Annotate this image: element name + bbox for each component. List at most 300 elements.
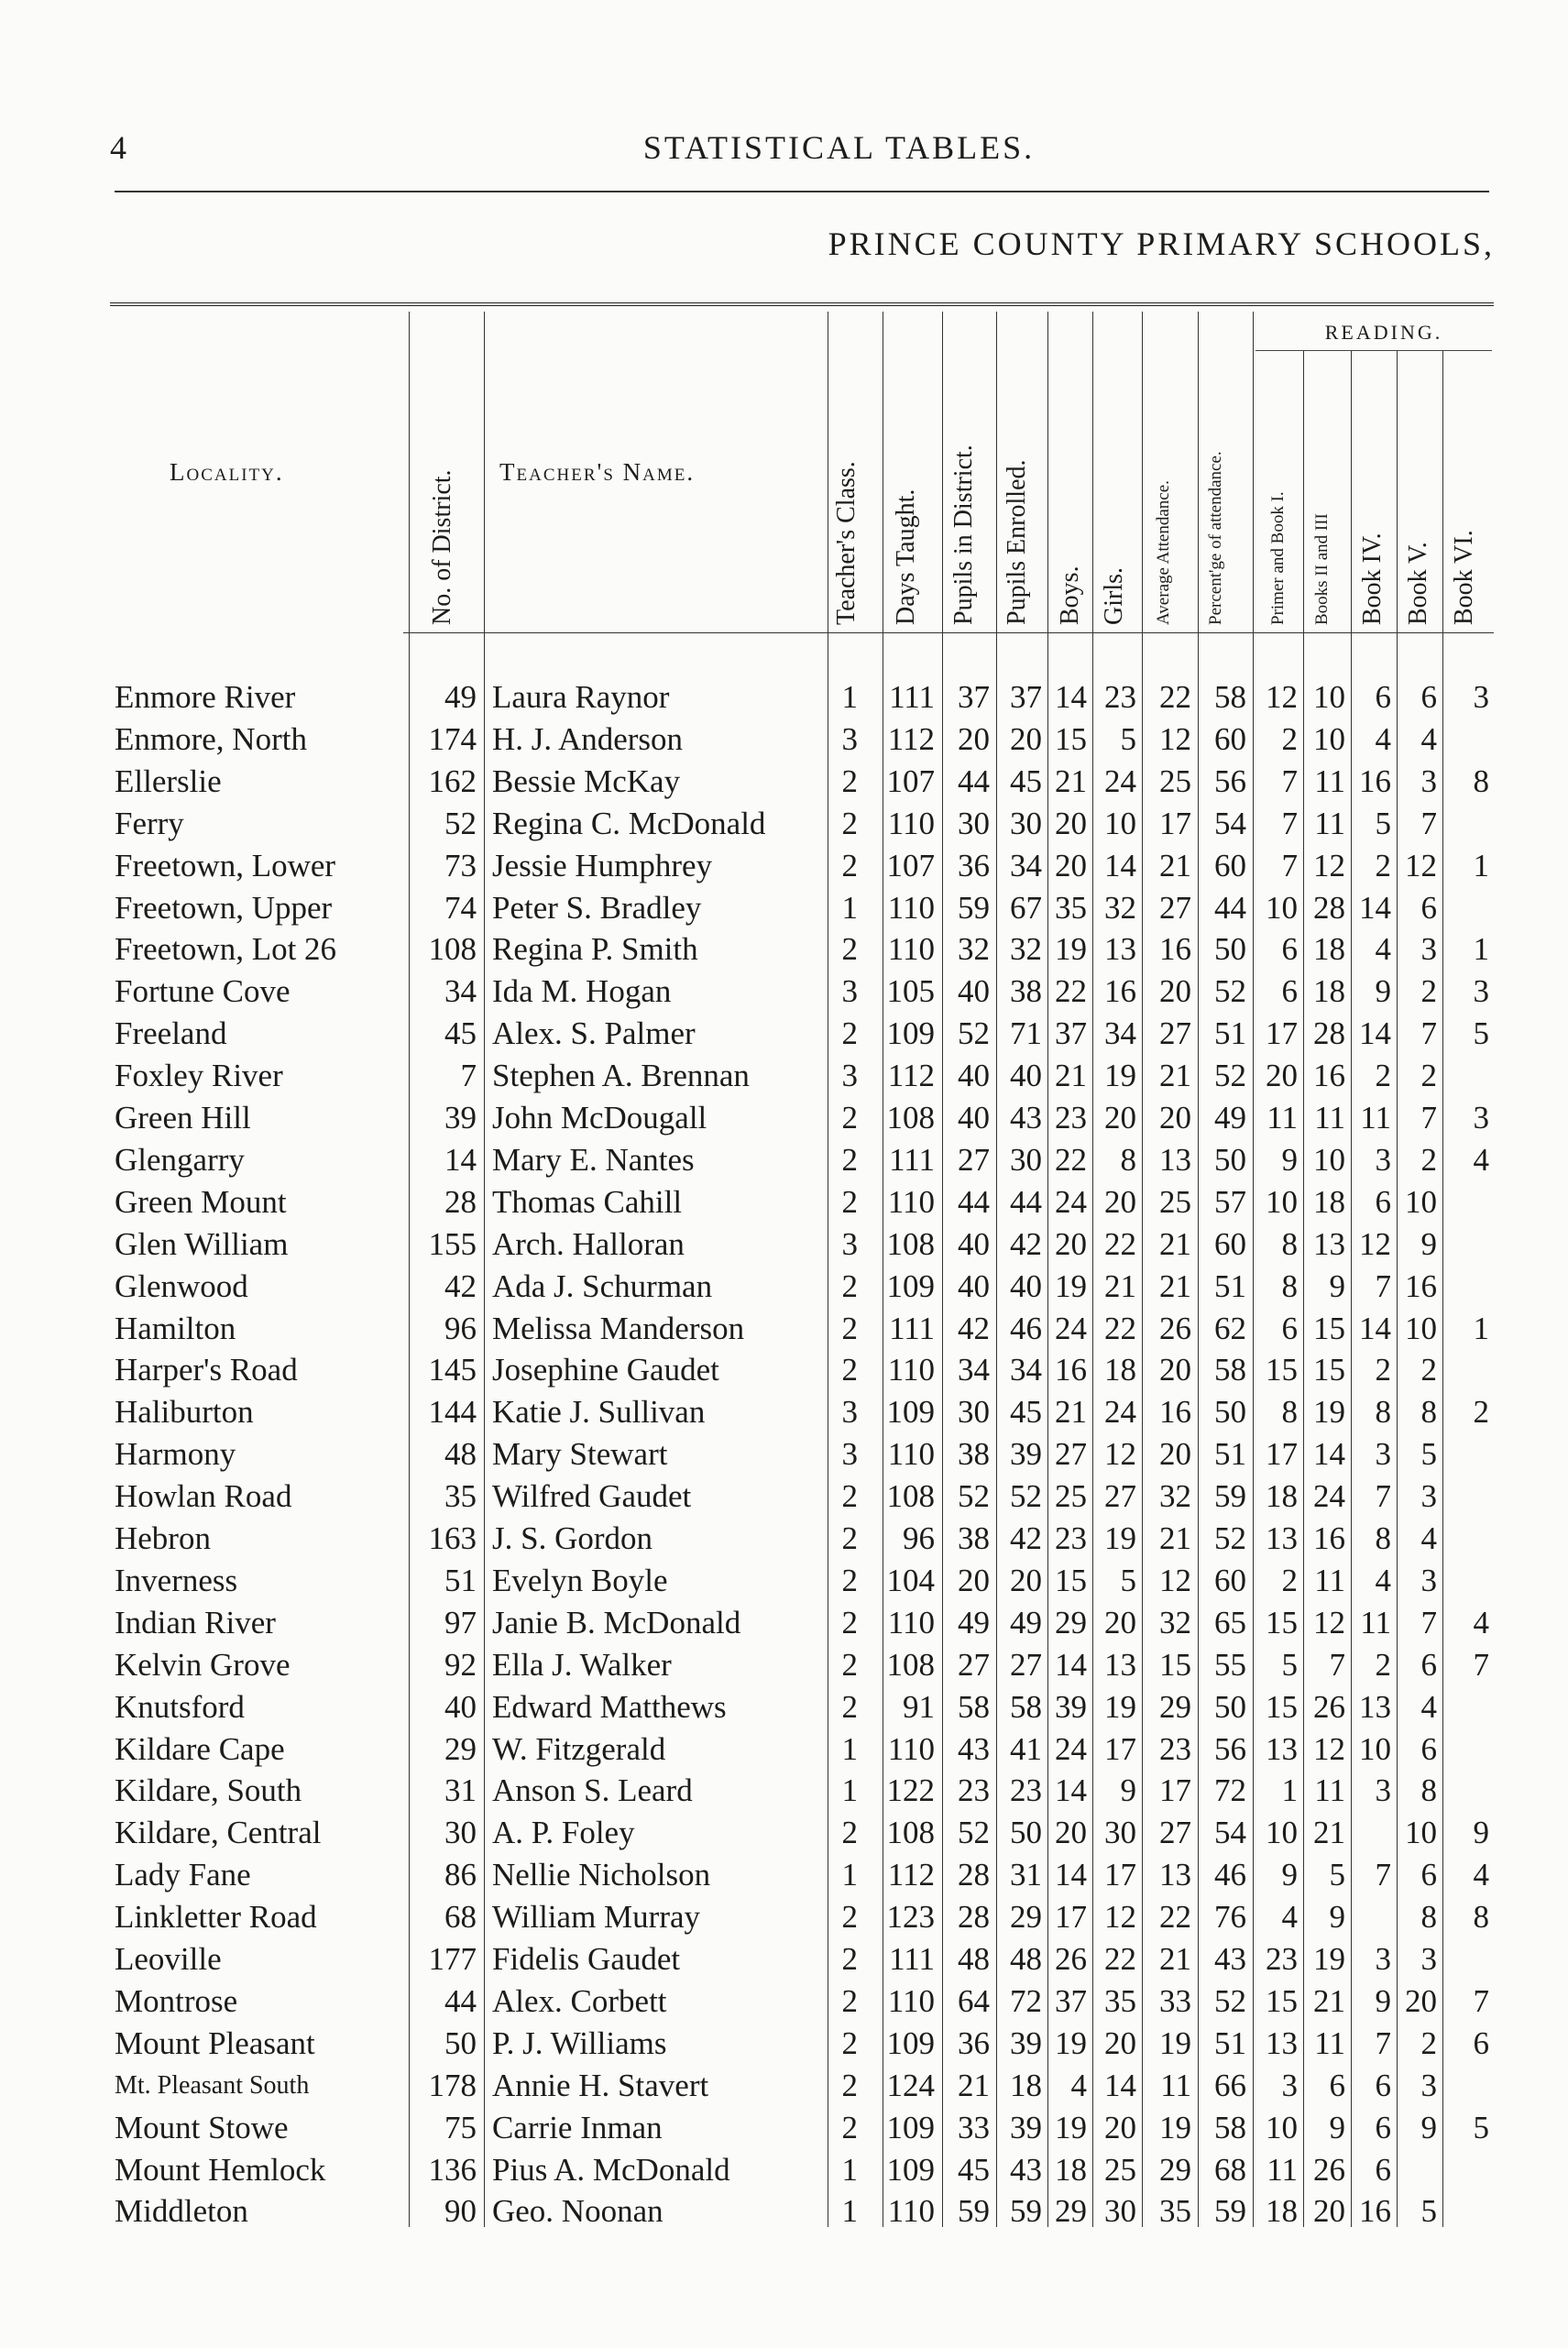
cls-cell: 2 [841, 805, 858, 841]
cls-cell: 3 [841, 1225, 858, 1262]
dist-cell: 23 [958, 1772, 990, 1809]
no-cell: 136 [428, 2151, 477, 2188]
avg-cell: 20 [1159, 1352, 1191, 1388]
b4-cell: 6 [1375, 2151, 1391, 2188]
b6-cell: 4 [1473, 1857, 1489, 1893]
enr-cell: 72 [1010, 1982, 1042, 2019]
b5-cell: 16 [1405, 1267, 1437, 1304]
p1-cell: 10 [1266, 1815, 1298, 1851]
b23-cell: 12 [1313, 1730, 1345, 1767]
pct-cell: 60 [1214, 847, 1246, 883]
table-row [0, 1139, 1568, 1181]
locality-cell: Green Hill [115, 1100, 251, 1136]
b4-cell: 6 [1375, 679, 1391, 715]
b23-cell: 11 [1314, 1772, 1345, 1809]
locality-cell: Leoville [115, 1941, 222, 1977]
pct-cell: 66 [1214, 2067, 1246, 2103]
enr-cell: 46 [1010, 1310, 1042, 1346]
table-row [0, 1854, 1568, 1896]
girls-cell: 21 [1104, 1267, 1136, 1304]
table-row [0, 1518, 1568, 1560]
dist-cell: 58 [958, 1688, 990, 1725]
teacher-name-cell: Katie J. Sullivan [492, 1394, 706, 1431]
b5-cell: 2 [1420, 1141, 1437, 1178]
locality-cell: Kildare Cape [115, 1730, 285, 1767]
b4-cell: 7 [1375, 2024, 1391, 2061]
b5-cell: 4 [1420, 1520, 1437, 1556]
cls-cell: 1 [841, 679, 858, 715]
days-cell: 123 [886, 1899, 935, 1936]
p1-cell: 18 [1266, 1478, 1298, 1515]
p1-cell: 10 [1266, 1183, 1298, 1220]
teacher-name-cell: Nellie Nicholson [492, 1857, 711, 1893]
girls-cell: 9 [1120, 1772, 1136, 1809]
boys-cell: 23 [1055, 1520, 1087, 1556]
table-row [0, 1266, 1568, 1308]
b6-cell: 3 [1473, 679, 1489, 715]
teacher-name-cell: Ida M. Hogan [492, 973, 672, 1010]
dist-cell: 49 [958, 1604, 990, 1640]
b23-cell: 28 [1313, 1015, 1345, 1052]
girls-cell: 30 [1104, 2193, 1136, 2230]
table-row [0, 719, 1568, 761]
b23-cell: 14 [1313, 1436, 1345, 1473]
table-row [0, 1181, 1568, 1223]
locality-cell: Ferry [115, 805, 184, 841]
b23-cell: 11 [1314, 2024, 1345, 2061]
b23-cell: 11 [1314, 763, 1345, 799]
cls-cell: 1 [841, 2193, 858, 2230]
dist-cell: 52 [958, 1015, 990, 1052]
locality-cell: Green Mount [115, 1183, 287, 1220]
no-cell: 96 [444, 1310, 477, 1346]
b6-cell: 5 [1473, 1015, 1489, 1052]
b5-cell: 20 [1405, 1982, 1437, 2019]
header-percentage-attendance: Percent'ge of attendance. [1206, 451, 1225, 625]
dist-cell: 43 [958, 1730, 990, 1767]
table-row [0, 928, 1568, 971]
table-row [0, 676, 1568, 719]
dist-cell: 20 [958, 720, 990, 757]
p1-cell: 18 [1266, 2193, 1298, 2230]
b5-cell: 5 [1420, 1436, 1437, 1473]
teacher-name-cell: Annie H. Stavert [492, 2067, 709, 2103]
enr-cell: 39 [1010, 1436, 1042, 1473]
pct-cell: 43 [1214, 1941, 1246, 1977]
pct-cell: 56 [1214, 763, 1246, 799]
pct-cell: 49 [1214, 1100, 1246, 1136]
table-row [0, 1349, 1568, 1391]
b4-cell: 14 [1359, 1015, 1391, 1052]
girls-cell: 12 [1104, 1899, 1136, 1936]
pct-cell: 62 [1214, 1310, 1246, 1346]
boys-cell: 29 [1055, 1604, 1087, 1640]
days-cell: 110 [887, 2193, 935, 2230]
b6-cell: 7 [1473, 1982, 1489, 2019]
table-row [0, 1602, 1568, 1644]
p1-cell: 9 [1281, 1857, 1298, 1893]
b5-cell: 7 [1420, 1015, 1437, 1052]
boys-cell: 15 [1055, 1562, 1087, 1598]
cls-cell: 1 [841, 1730, 858, 1767]
days-cell: 109 [886, 1015, 935, 1052]
dist-cell: 34 [958, 1352, 990, 1388]
pct-cell: 46 [1214, 1857, 1246, 1893]
b5-cell: 10 [1405, 1815, 1437, 1851]
avg-cell: 23 [1159, 1730, 1191, 1767]
cls-cell: 3 [841, 1394, 858, 1431]
header-teacher: Teacher's Name. [499, 458, 696, 486]
boys-cell: 20 [1055, 1815, 1087, 1851]
avg-cell: 13 [1159, 1857, 1191, 1893]
days-cell: 110 [887, 1982, 935, 2019]
b23-cell: 12 [1313, 1604, 1345, 1640]
girls-cell: 13 [1104, 1646, 1136, 1683]
header-locality: Locality. [170, 458, 284, 486]
enr-cell: 40 [1010, 1267, 1042, 1304]
no-cell: 35 [444, 1478, 477, 1515]
enr-cell: 40 [1010, 1058, 1042, 1094]
table-row [0, 1980, 1568, 2023]
p1-cell: 15 [1266, 1604, 1298, 1640]
girls-cell: 22 [1104, 1941, 1136, 1977]
b6-cell: 3 [1473, 973, 1489, 1010]
pct-cell: 44 [1214, 889, 1246, 926]
pct-cell: 60 [1214, 1562, 1246, 1598]
teacher-name-cell: Bessie McKay [492, 763, 681, 799]
p1-cell: 2 [1281, 1562, 1298, 1598]
b23-cell: 20 [1313, 2193, 1345, 2230]
locality-cell: Inverness [115, 1562, 238, 1598]
days-cell: 111 [889, 679, 935, 715]
avg-cell: 21 [1159, 1267, 1191, 1304]
header-girls: Girls. [1100, 567, 1128, 625]
no-cell: 48 [444, 1436, 477, 1473]
page-number: 4 [110, 129, 126, 166]
girls-cell: 27 [1104, 1478, 1136, 1515]
header-double-rule [110, 302, 1494, 309]
p1-cell: 15 [1266, 1982, 1298, 2019]
boys-cell: 14 [1055, 679, 1087, 715]
locality-cell: Hebron [115, 1520, 211, 1556]
locality-cell: Freetown, Lower [115, 847, 336, 883]
b5-cell: 7 [1420, 1100, 1437, 1136]
b23-cell: 19 [1313, 1394, 1345, 1431]
b6-cell: 9 [1473, 1815, 1489, 1851]
p1-cell: 5 [1281, 1646, 1298, 1683]
b6-cell: 8 [1473, 763, 1489, 799]
cls-cell: 2 [841, 931, 858, 968]
p1-cell: 12 [1266, 679, 1298, 715]
b4-cell: 4 [1375, 1562, 1391, 1598]
p1-cell: 23 [1266, 1941, 1298, 1977]
girls-cell: 16 [1104, 973, 1136, 1010]
boys-cell: 21 [1055, 1394, 1087, 1431]
enr-cell: 27 [1010, 1646, 1042, 1683]
table-row [0, 1097, 1568, 1139]
p1-cell: 6 [1281, 1310, 1298, 1346]
b5-cell: 5 [1420, 2193, 1437, 2230]
avg-cell: 21 [1159, 1520, 1191, 1556]
no-cell: 45 [444, 1015, 477, 1052]
teacher-name-cell: Ella J. Walker [492, 1646, 672, 1683]
b5-cell: 8 [1420, 1772, 1437, 1809]
b23-cell: 16 [1313, 1058, 1345, 1094]
locality-cell: Kelvin Grove [115, 1646, 291, 1683]
locality-cell: Freeland [115, 1015, 227, 1052]
b5-cell: 6 [1420, 1857, 1437, 1893]
dist-cell: 33 [958, 2109, 990, 2145]
table-row [0, 1686, 1568, 1728]
girls-cell: 10 [1104, 805, 1136, 841]
table-row [0, 971, 1568, 1013]
days-cell: 107 [886, 847, 935, 883]
locality-cell: Kildare, Central [115, 1815, 322, 1851]
teacher-name-cell: Peter S. Bradley [492, 889, 702, 926]
teacher-name-cell: Alex. S. Palmer [492, 1015, 696, 1052]
enr-cell: 39 [1010, 2109, 1042, 2145]
locality-cell: Mount Stowe [115, 2109, 289, 2145]
b5-cell: 8 [1420, 1899, 1437, 1936]
dist-cell: 38 [958, 1436, 990, 1473]
enr-cell: 58 [1010, 1688, 1042, 1725]
boys-cell: 20 [1055, 805, 1087, 841]
no-cell: 75 [444, 2109, 477, 2145]
header-primer: Primer and Book I. [1268, 491, 1288, 625]
pct-cell: 54 [1214, 805, 1246, 841]
girls-cell: 25 [1104, 2151, 1136, 2188]
no-cell: 44 [444, 1982, 477, 2019]
dist-cell: 37 [958, 679, 990, 715]
locality-cell: Harmony [115, 1436, 236, 1473]
boys-cell: 19 [1055, 2024, 1087, 2061]
cls-cell: 2 [841, 1688, 858, 1725]
girls-cell: 34 [1104, 1015, 1136, 1052]
avg-cell: 32 [1159, 1604, 1191, 1640]
locality-cell: Mount Hemlock [115, 2151, 326, 2188]
b4-cell: 14 [1359, 889, 1391, 926]
b4-cell: 2 [1375, 847, 1391, 883]
cls-cell: 2 [841, 1604, 858, 1640]
b4-cell: 3 [1375, 1941, 1391, 1977]
b4-cell: 14 [1359, 1310, 1391, 1346]
dist-cell: 59 [958, 889, 990, 926]
no-cell: 178 [428, 2067, 477, 2103]
header-teachers-class: Teacher's Class. [832, 461, 861, 625]
locality-cell: Harper's Road [115, 1352, 298, 1388]
table-subtitle: PRINCE COUNTY PRIMARY SCHOOLS, [828, 225, 1495, 262]
avg-cell: 12 [1159, 720, 1191, 757]
table-row [0, 2190, 1568, 2233]
header-bottom-rule [403, 632, 1494, 633]
girls-cell: 5 [1120, 720, 1136, 757]
pct-cell: 56 [1214, 1730, 1246, 1767]
header-pupils-in-district: Pupils in District. [949, 444, 978, 625]
enr-cell: 31 [1010, 1857, 1042, 1893]
pct-cell: 76 [1214, 1899, 1246, 1936]
table-row [0, 1644, 1568, 1686]
dist-cell: 28 [958, 1857, 990, 1893]
days-cell: 105 [886, 973, 935, 1010]
locality-cell: Ellerslie [115, 763, 222, 799]
cls-cell: 1 [841, 2151, 858, 2188]
cls-cell: 2 [841, 1352, 858, 1388]
b23-cell: 11 [1314, 1100, 1345, 1136]
table-row [0, 1938, 1568, 1980]
girls-cell: 35 [1104, 1982, 1136, 2019]
p1-cell: 17 [1266, 1436, 1298, 1473]
girls-cell: 12 [1104, 1436, 1136, 1473]
table-row [0, 1728, 1568, 1771]
avg-cell: 21 [1159, 1058, 1191, 1094]
no-cell: 42 [444, 1267, 477, 1304]
enr-cell: 49 [1010, 1604, 1042, 1640]
avg-cell: 22 [1159, 1899, 1191, 1936]
b4-cell: 8 [1375, 1520, 1391, 1556]
top-rule [115, 191, 1489, 192]
header-book-5: Book V. [1404, 542, 1432, 625]
b4-cell: 6 [1375, 2109, 1391, 2145]
p1-cell: 13 [1266, 1730, 1298, 1767]
no-cell: 162 [428, 763, 477, 799]
cls-cell: 3 [841, 1436, 858, 1473]
boys-cell: 24 [1055, 1310, 1087, 1346]
days-cell: 111 [889, 1141, 935, 1178]
boys-cell: 14 [1055, 1646, 1087, 1683]
teacher-name-cell: Arch. Halloran [492, 1225, 685, 1262]
cls-cell: 2 [841, 1478, 858, 1515]
avg-cell: 16 [1159, 1394, 1191, 1431]
locality-cell: Haliburton [115, 1394, 254, 1431]
no-cell: 144 [428, 1394, 477, 1431]
no-cell: 49 [444, 679, 477, 715]
boys-cell: 20 [1055, 1225, 1087, 1262]
days-cell: 110 [887, 1730, 935, 1767]
b23-cell: 26 [1313, 1688, 1345, 1725]
locality-cell: Hamilton [115, 1310, 236, 1346]
dist-cell: 21 [958, 2067, 990, 2103]
teacher-name-cell: Fidelis Gaudet [492, 1941, 681, 1977]
p1-cell: 3 [1281, 2067, 1298, 2103]
p1-cell: 7 [1281, 847, 1298, 883]
dist-cell: 45 [958, 2151, 990, 2188]
table-row [0, 1812, 1568, 1854]
boys-cell: 39 [1055, 1688, 1087, 1725]
boys-cell: 19 [1055, 2109, 1087, 2145]
days-cell: 111 [889, 1310, 935, 1346]
avg-cell: 25 [1159, 1183, 1191, 1220]
no-cell: 52 [444, 805, 477, 841]
boys-cell: 24 [1055, 1730, 1087, 1767]
locality-cell: Kildare, South [115, 1772, 302, 1809]
avg-cell: 27 [1159, 889, 1191, 926]
p1-cell: 11 [1266, 2151, 1298, 2188]
locality-cell: Fortune Cove [115, 973, 291, 1010]
days-cell: 109 [886, 2151, 935, 2188]
p1-cell: 11 [1266, 1100, 1298, 1136]
b5-cell: 3 [1420, 1478, 1437, 1515]
teacher-name-cell: A. P. Foley [492, 1815, 635, 1851]
enr-cell: 20 [1010, 1562, 1042, 1598]
no-cell: 39 [444, 1100, 477, 1136]
b4-cell: 2 [1375, 1058, 1391, 1094]
dist-cell: 40 [958, 1225, 990, 1262]
pct-cell: 68 [1214, 2151, 1246, 2188]
table-row [0, 887, 1568, 929]
boys-cell: 14 [1055, 1857, 1087, 1893]
teacher-name-cell: Evelyn Boyle [492, 1562, 668, 1598]
b23-cell: 16 [1313, 1520, 1345, 1556]
b4-cell: 11 [1360, 1100, 1391, 1136]
table-header [0, 312, 1568, 632]
days-cell: 108 [886, 1646, 935, 1683]
b6-cell: 8 [1473, 1899, 1489, 1936]
b6-cell: 4 [1473, 1604, 1489, 1640]
b4-cell: 5 [1375, 805, 1391, 841]
table-row [0, 1476, 1568, 1518]
avg-cell: 19 [1159, 2024, 1191, 2061]
b23-cell: 10 [1313, 720, 1345, 757]
dist-cell: 30 [958, 805, 990, 841]
dist-cell: 40 [958, 1267, 990, 1304]
avg-cell: 32 [1159, 1478, 1191, 1515]
no-cell: 163 [428, 1520, 477, 1556]
no-cell: 14 [444, 1141, 477, 1178]
cls-cell: 2 [841, 2067, 858, 2103]
b23-cell: 12 [1313, 847, 1345, 883]
enr-cell: 43 [1010, 2151, 1042, 2188]
b4-cell: 7 [1375, 1857, 1391, 1893]
locality-cell: Enmore, North [115, 720, 307, 757]
no-cell: 7 [460, 1058, 477, 1094]
b23-cell: 18 [1313, 1183, 1345, 1220]
b5-cell: 3 [1420, 931, 1437, 968]
b4-cell: 9 [1375, 1982, 1391, 2019]
p1-cell: 8 [1281, 1267, 1298, 1304]
b23-cell: 21 [1313, 1815, 1345, 1851]
enr-cell: 71 [1010, 1015, 1042, 1052]
dist-cell: 44 [958, 1183, 990, 1220]
pct-cell: 58 [1214, 679, 1246, 715]
cls-cell: 3 [841, 720, 858, 757]
no-cell: 74 [444, 889, 477, 926]
b5-cell: 9 [1420, 1225, 1437, 1262]
b5-cell: 6 [1420, 679, 1437, 715]
locality-cell: Indian River [115, 1604, 276, 1640]
p1-cell: 13 [1266, 1520, 1298, 1556]
days-cell: 108 [886, 1225, 935, 1262]
cls-cell: 2 [841, 2024, 858, 2061]
avg-cell: 17 [1159, 1772, 1191, 1809]
dist-cell: 27 [958, 1141, 990, 1178]
no-cell: 51 [444, 1562, 477, 1598]
teacher-name-cell: John McDougall [492, 1100, 707, 1136]
b23-cell: 28 [1313, 889, 1345, 926]
no-cell: 92 [444, 1646, 477, 1683]
b5-cell: 2 [1420, 2024, 1437, 2061]
girls-cell: 20 [1104, 1183, 1136, 1220]
cls-cell: 2 [841, 1310, 858, 1346]
b23-cell: 10 [1313, 679, 1345, 715]
no-cell: 73 [444, 847, 477, 883]
b23-cell: 11 [1314, 1562, 1345, 1598]
avg-cell: 25 [1159, 763, 1191, 799]
p1-cell: 15 [1266, 1352, 1298, 1388]
dist-cell: 40 [958, 973, 990, 1010]
b4-cell: 4 [1375, 931, 1391, 968]
pct-cell: 52 [1214, 1982, 1246, 2019]
locality-cell: Lady Fane [115, 1857, 251, 1893]
